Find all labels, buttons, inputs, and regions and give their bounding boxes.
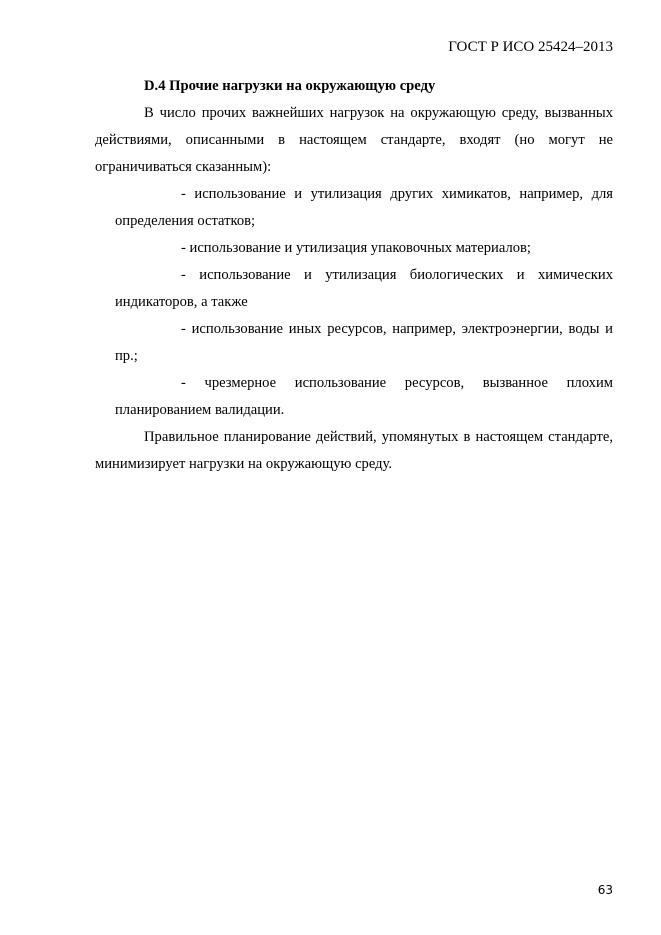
list-item: - использование и утилизация биологических и химических индикаторов, а также <box>115 267 613 310</box>
section-heading: D.4 Прочие нагрузки на окружающую среду <box>144 78 436 94</box>
list-item: - использование и утилизация упаковочных материалов; <box>181 240 531 256</box>
impact-list <box>95 181 613 424</box>
page-number: 63 <box>597 883 613 897</box>
intro-paragraph: В число прочих важнейших нагрузок на окружающую среду, вызванных действиями, описанными в настоящем стандарте, входят (но могут не ограничиваться сказанным): <box>95 105 613 175</box>
list-item: - использование и утилизация других химикатов, например, для определения остатков; <box>115 186 613 229</box>
document-body <box>95 73 613 478</box>
standard-designation: ГОСТ Р ИСО 25424–2013 <box>448 39 613 55</box>
list-item: - чрезмерное использование ресурсов, вызванное плохим планированием валидации. <box>115 375 613 418</box>
conclusion-paragraph: Правильное планирование действий, упомянутых в настоящем стандарте, минимизирует нагрузки на окружающую среду. <box>95 429 613 472</box>
list-item: - использование иных ресурсов, например, электроэнергии, воды и пр.; <box>115 321 613 364</box>
